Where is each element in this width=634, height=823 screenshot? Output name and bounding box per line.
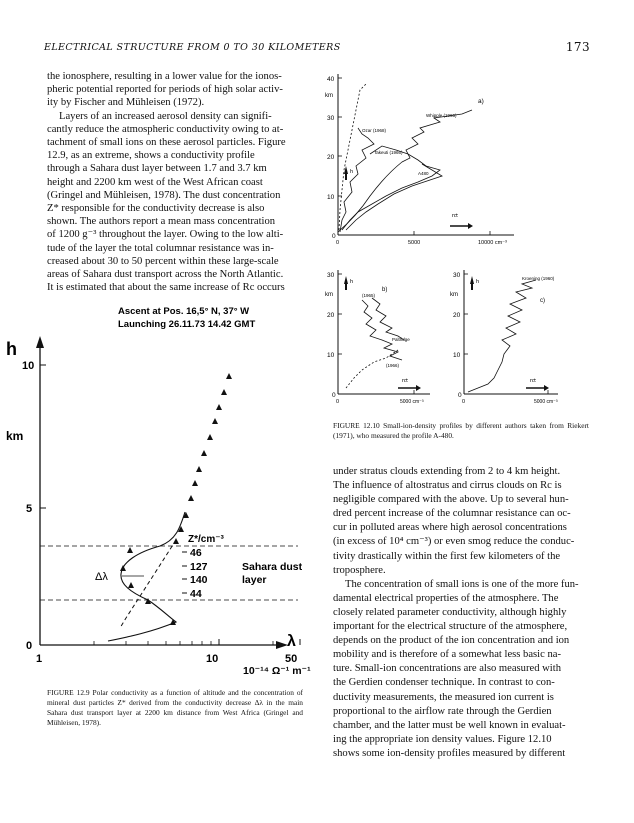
- panel-b-x-tick: 5000 cm⁻³: [400, 399, 424, 405]
- panel-c-x-tick: 5000 cm⁻³: [534, 399, 558, 405]
- series-label: Takeuti (1966): [374, 150, 403, 155]
- panel-c-h-arrow: [470, 276, 474, 284]
- text-line: cur in polluted areas where high aerosol concentrations: [333, 522, 567, 534]
- panel-a-h-label: h: [350, 169, 354, 175]
- panel-b-n-label: n±: [402, 378, 409, 384]
- text-line: the ionosphere, resulting in a lower value for the ionos-: [47, 71, 282, 82]
- left-column-text: [47, 70, 303, 294]
- text-line: (in excess of 10⁴ cm⁻³) or even smog reduce the conduc-: [333, 536, 575, 548]
- panel-a-ticks: [338, 78, 490, 235]
- series-label: A480: [418, 171, 429, 176]
- series-label: Whipple (1965): [426, 113, 457, 118]
- running-head: [44, 40, 590, 56]
- panel-b-y-tick: 20: [327, 312, 335, 319]
- z-header: Z*/cm⁻³: [188, 534, 224, 545]
- panel-c-y-tick: 0: [458, 392, 462, 399]
- text-line: important for the electrical structure of the atmosphere,: [333, 621, 568, 633]
- text-line: of 1200 g⁻³ throughout the layer. Owing to the low alti-: [47, 229, 284, 241]
- panel-a-x-tick: 5000: [408, 240, 421, 246]
- profile-b-1: [362, 300, 402, 360]
- panel-c-h-label: h: [476, 279, 480, 285]
- text-line: pheric potential reported for periods of high solar activ-: [47, 84, 283, 96]
- panel-b-label: b): [382, 287, 388, 293]
- panel-a: [325, 74, 514, 246]
- text-line: tivity drastically within the first few kilometers of the: [333, 550, 561, 562]
- series-label: (1966): [386, 363, 400, 368]
- panel-b-h-label: h: [350, 279, 354, 285]
- panel-c-x-tick: 0: [462, 399, 466, 405]
- panel-c-n-label: n±: [530, 378, 537, 384]
- panel-a-n-label: n±: [452, 213, 459, 219]
- panel-b-ticks: [338, 274, 414, 394]
- z-value: 46: [190, 547, 202, 559]
- text-line: Z* responsible for the conductivity decrease is also: [47, 203, 265, 215]
- text-line: The concentration of small ions is one of the more fun-: [345, 578, 579, 590]
- text-line: tude of the layer the total columnar resistance was in-: [47, 242, 274, 254]
- dashed-profile-a: [339, 84, 366, 230]
- text-line: ity by Fischer and Mühleisen (1972).: [47, 97, 205, 109]
- panel-b-y-unit: km: [325, 292, 333, 298]
- panel-a-label: a): [478, 98, 484, 105]
- text-line: proportional to the airflow rate through the Gerdien: [333, 705, 552, 717]
- panel-a-x-tick: 10000 cm⁻³: [478, 240, 507, 246]
- x-tick-label-50: 50: [285, 653, 298, 665]
- panel-b-x-tick: 0: [336, 399, 340, 405]
- z-value: 140: [190, 574, 208, 586]
- figure-12-9: [6, 300, 330, 677]
- takeuti-profile: [342, 146, 440, 230]
- text-line: troposphere.: [333, 564, 386, 576]
- text-line: Layers of an increased aerosol density can signifi-: [59, 110, 272, 122]
- y-tick-label-5: 5: [26, 503, 33, 515]
- series-label: Paltridge: [392, 337, 410, 342]
- y-unit: km: [6, 429, 24, 443]
- panel-c-label: c): [540, 298, 545, 304]
- figure-12-10: [322, 70, 574, 415]
- layer-label: layer: [242, 574, 267, 586]
- page-number: 173: [565, 40, 590, 54]
- panel-b-y-tick: 30: [327, 272, 335, 279]
- text-line: through a Sahara dust layer between 1.7 and 3.7 km: [47, 163, 267, 175]
- text-line: damental electrical properties of the atmosphere. The: [333, 592, 559, 604]
- text-line: ing the appropriate ion density values. Figure 12.10: [333, 733, 552, 745]
- panel-c-y-tick: 20: [453, 312, 461, 319]
- panel-a-y-tick: 30: [327, 115, 335, 122]
- running-title: ELECTRICAL STRUCTURE FROM 0 TO 30 KILOMETERS: [44, 42, 341, 53]
- series-label: Kroening (1960): [522, 276, 555, 281]
- panel-c-y-tick: 10: [453, 352, 461, 359]
- figure-12-10-caption: FIGURE 12.10 Small-ion-density profiles by different authors taken from Riekert (1971), who measured the profile A-480.: [333, 421, 589, 440]
- ascent-line: Ascent at Pos. 16,5° N, 37° W: [118, 306, 250, 317]
- text-line: height and 2200 km west of the West African coast: [47, 176, 263, 188]
- y-axis-label: h: [6, 339, 17, 359]
- conductivity-markers: [120, 373, 232, 625]
- x-tick-label-1: 1: [36, 653, 43, 665]
- panel-a-y-tick: 0: [332, 233, 336, 240]
- text-line: The influence of altostratus and cirrus clouds on Rc is: [333, 480, 562, 492]
- text-line: mobility and is therefore of a somewhat less basic na-: [333, 649, 561, 661]
- z-dashes: [182, 552, 187, 593]
- panel-c-ticks: [464, 274, 548, 394]
- layer-label: Sahara dust: [242, 561, 303, 573]
- text-line: shows some ion-density profiles measured by different: [333, 747, 566, 759]
- delta-lambda-label: Δλ: [95, 571, 108, 583]
- panel-b-h-arrow: [344, 276, 348, 284]
- x-tick-label-10: 10: [206, 653, 219, 665]
- text-line: areas of Sahara dust transport across the North Atlantic.: [47, 269, 284, 281]
- text-line: ture. Small-ion concentrations are also measured with: [333, 663, 561, 675]
- panel-a-y-tick: 10: [327, 194, 335, 201]
- y-tick-label-0: 0: [26, 640, 33, 652]
- text-line: tachment of small ions on these aerosol particles. Figure: [47, 137, 286, 149]
- text-line: It is estimated that about the same increase of Rc occurs: [47, 282, 285, 294]
- panel-c-y-unit: km: [450, 292, 458, 298]
- y-tick-label-10: 10: [22, 360, 35, 372]
- text-line: closely related parameter conductivity, although highly: [333, 606, 567, 618]
- text-line: shown. The authors report a mean mass concentration: [47, 216, 276, 228]
- panel-c-y-tick: 30: [453, 272, 461, 279]
- launch-line: Launching 26.11.73 14.42 GMT: [118, 319, 256, 330]
- text-line: dred percent increase of the columnar resistance can oc-: [333, 508, 571, 520]
- text-line: 12.9, as an extreme, shows a conductivity profile: [47, 150, 255, 162]
- right-column-text: [333, 465, 589, 761]
- text-line: depends on the product of the ion concentration and ion: [333, 635, 570, 647]
- x-unit: 10⁻¹⁴ Ω⁻¹ m⁻¹: [243, 665, 311, 677]
- series-label: Ozar (1968): [362, 128, 387, 133]
- x-axis-label: λ: [287, 633, 296, 650]
- panel-b: [325, 270, 430, 405]
- series-label: (1965): [362, 293, 376, 298]
- text-line: the Gerdien condenser technique. In contrast to con-: [333, 677, 555, 689]
- profile-b-2: [372, 298, 404, 340]
- panel-a-n-arrowhead: [468, 223, 473, 229]
- y-axis-arrow: [36, 336, 44, 348]
- panel-a-x-tick: 0: [336, 240, 340, 246]
- panel-c: [450, 270, 558, 405]
- text-line: (Gringel and Mühleisen, 1978). The dust concentration: [47, 189, 281, 201]
- text-line: cantly reduce the atmospheric conductivity owing to at-: [47, 123, 284, 135]
- panel-b-y-tick: 0: [332, 392, 336, 399]
- z-value: 127: [190, 561, 208, 573]
- panel-b-n-arrowhead: [416, 385, 421, 391]
- panel-a-y-unit: km: [325, 93, 333, 99]
- text-line: ductivity measurements, the measured ion current is: [333, 691, 554, 703]
- panel-a-y-tick: 40: [327, 76, 335, 83]
- text-line: chamber, and the latter must be well known in evaluat-: [333, 719, 566, 731]
- text-line: negligible compared with the above. Up to several hun-: [333, 494, 569, 506]
- text-line: creased about 30 to 50 percent within these large-scale: [47, 255, 279, 267]
- text-line: under stratus clouds extending from 2 to 4 km height.: [333, 466, 561, 477]
- kroening-profile: [468, 280, 536, 392]
- panel-a-y-tick: 20: [327, 154, 335, 161]
- z-value: 44: [190, 588, 202, 600]
- panel-a-h-arrow: [344, 166, 348, 174]
- figure-12-9-caption: FIGURE 12.9 Polar conductivity as a function of altitude and the concentration of mineral dust particles Z* derived from the conductivity decrease Δλ in the main Sahara dust transport layer at 2200 km distance from West Africa (Gringel and Mühleisen, 1978).: [47, 688, 303, 727]
- panel-b-y-tick: 10: [327, 352, 335, 359]
